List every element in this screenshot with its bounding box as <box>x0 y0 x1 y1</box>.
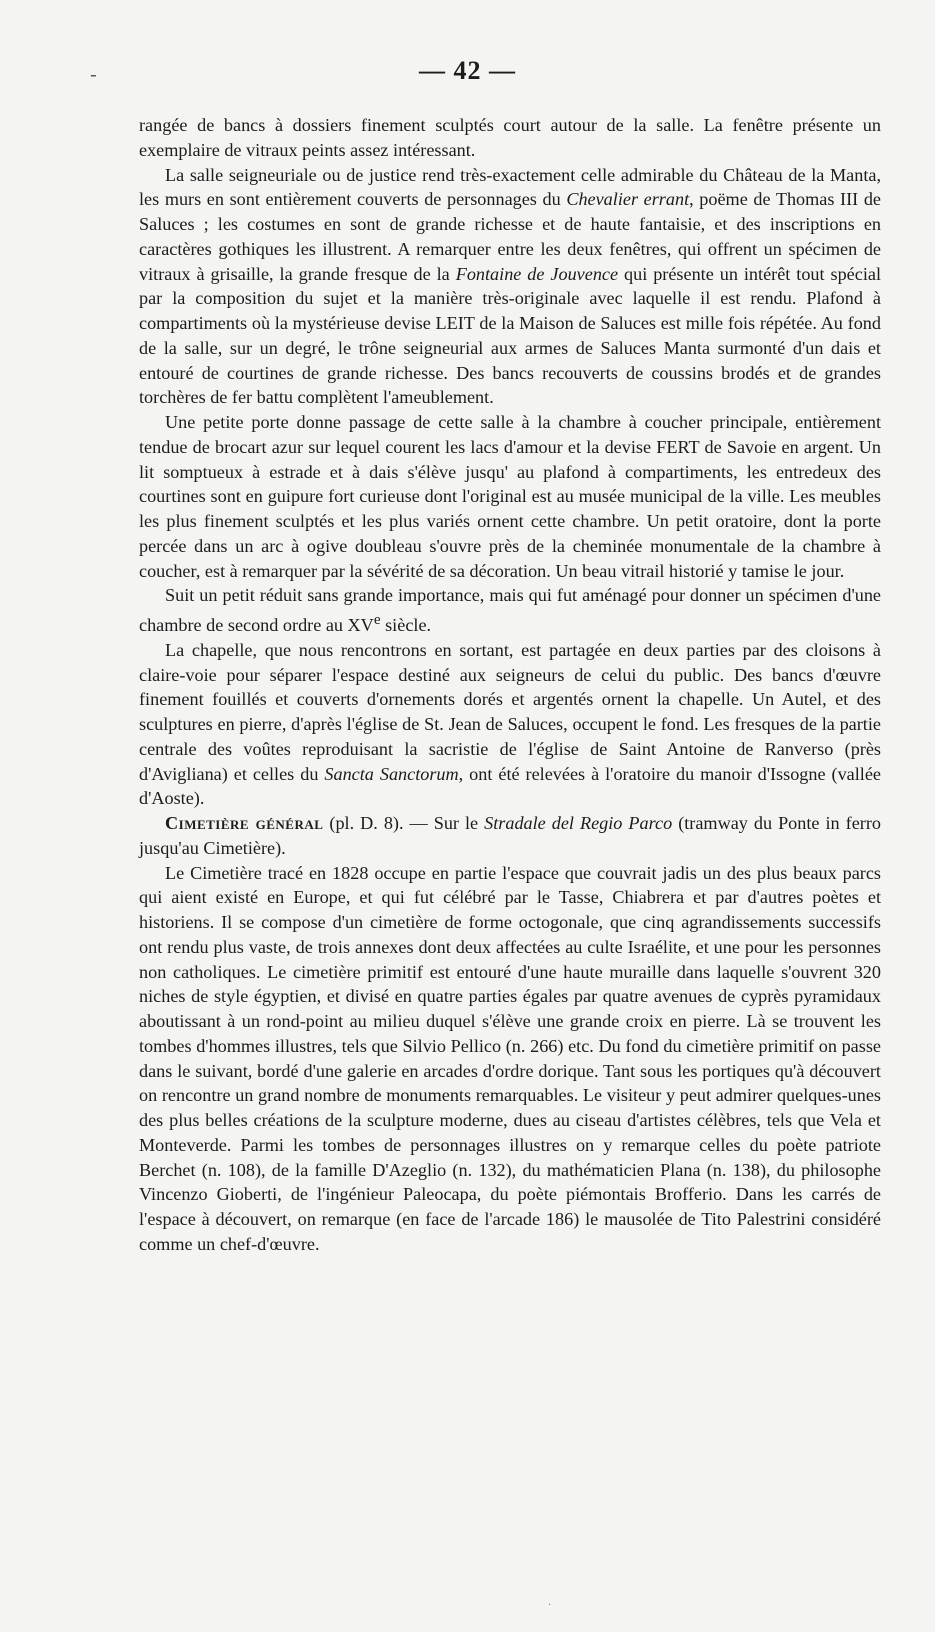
print-speck: . <box>548 1597 552 1608</box>
italic-title: Chevalier errant <box>566 189 690 210</box>
paragraph <box>139 410 881 583</box>
page-number: — 42 — <box>419 56 516 85</box>
text-run: La chapelle, que nous rencontrons en sortant, est partagée en deux parties par des cloisons à claire-voie pour séparer l'espace destiné aux seigneurs de celui du public. Des bancs d'œuvre finement fouillés et couverts d'ornements dorés et argentés ornent la chapelle. Un Autel, et des sculptures en pierre, d'après l'église de St. Jean de Saluces, occupent le fond. Les fresques de la partie centrale des voûtes reproduisant la sacristie de l'église de Saint Antoine de Ranverso (près d'Avigliana) et celles du <box>139 639 881 784</box>
paragraph <box>139 811 881 861</box>
paragraph <box>139 583 881 638</box>
text-run: (tramway du Ponte in ferro jusqu'au Cimetière). <box>139 813 881 858</box>
paragraph <box>139 638 881 811</box>
text-run: Suit un petit réduit sans grande importance, mais qui fut aménagé pour donner un spécimen d'une chambre de second ordre au XV <box>139 585 881 636</box>
paragraph <box>139 861 881 1257</box>
superscript: e <box>373 611 381 628</box>
text-run: siècle. <box>380 615 432 636</box>
text-run: , poëme de Thomas III de Saluces ; les costumes en sont de grande richesse et de haute fantaisie, et des inscriptions en caractères gothiques les illustrent. A remarquer entre les deux fenêtres, qui offrent un spécimen de vitraux à grisaille, la grande fresque de la <box>139 189 881 284</box>
text-run: Le Cimetière tracé en 1828 occupe en partie l'espace que couvrait jadis un des plus beaux parcs qui aient existé en Europe, et qui fut célébré par le Tasse, Chiabrera et par d'autres poètes et historiens. Il se compose d'un cimetière de forme octogonale, que cinq agrandissements successifs ont rendu plus vaste, de trois annexes dont deux affectées au culte Israélite, et une pour les personnes non catholiques. Le cimetière primitif est entouré d'une haute muraille dans laquelle s'ouvrent 320 niches de style égyptien, et divisé en quatre parties égales par quatre avenues de cyprès pyramidaux aboutissant à un rond-point au milieu duquel s'élève une grande croix en pierre. Là se trouvent les tombes d'hommes illustres, tels que Silvio Pellico (n. 266) etc. Du fond du cimetière primitif on passe dans le suivant, bordé d'une galerie en arcades d'ordre dorique. Tant sous les portiques qu'à découvert on rencontre un grand nombre de monuments remarquables. Le visiteur y peut admirer quelques-unes des plus belles créations de la sculpture moderne, dues au ciseau d'artistes célèbres, tels que Vela et Monteverde. Parmi les tombes de personnages illustres on y remarque celles du poète patriote Berchet (n. 108), de la famille D'Azeglio (n. 132), du mathématicien Plana (n. 138), du philosophe Vincenzo Gioberti, de l'ingénieur Paleocapa, du poète piémontais Brofferio. Dans les carrés de l'espace à découvert, on remarque (en face de l'arcade 186) le mausolée de Tito Palestrini considéré comme un chef-d'œuvre. <box>139 862 881 1254</box>
text-run: Une petite porte donne passage de cette salle à la chambre à coucher principale, entièrement tendue de brocart azur sur lequel courent les lacs d'amour et la devise FERT de Savoie en argent. Un lit somptueux à estrade et à dais s'élève jusqu' au plafond à compartiments, les entredeux des courtines sont en guipure fort curieuse dont l'original est au musée municipal de la ville. Les meubles les plus finement sculptés et les plus variés ornent cette chambre. Un petit oratoire, dont la porte percée dans un arc à ogive doubleau s'ouvre près de la cheminée monumentale de la chambre à coucher, est à remarquer par la sévérité de sa décoration. Un beau vitrail historié y tamise le jour. <box>139 412 881 581</box>
italic-title: Sancta Sanctorum <box>324 763 459 784</box>
text-run: La salle seigneuriale ou de justice rend très-exactement celle admirable du Château de la Manta, les murs en sont entièrement couverts de personnages du <box>139 164 881 210</box>
margin-mark: - <box>90 62 97 86</box>
paragraph <box>139 163 881 411</box>
section-heading: Cimetière général <box>165 813 324 834</box>
body-text <box>139 113 881 1257</box>
text-run: rangée de bancs à dossiers finement sculptés court autour de la salle. La fenêtre présente un exemplaire de vitraux peints assez intéressant. <box>139 115 881 160</box>
italic-title: Fontaine de Jouvence <box>455 263 619 284</box>
text-run: (pl. D. 8). — Sur le <box>323 813 485 834</box>
text-run: , ont été relevées à l'oratoire du manoir d'Issogne (vallée d'Aoste). <box>139 763 881 809</box>
paragraph <box>139 113 881 163</box>
text-run: qui présente un intérêt tout spécial par la composition du sujet et la manière très-originale avec laquelle il est rendu. Plafond à compartiments où la mystérieuse devise LEIT de la Maison de Saluces est mille fois répétée. Au fond de la salle, sur un degré, le trône seigneurial aux armes de Saluces Manta surmonté d'un dais et entouré de courtines de grande richesse. Des bancs recouverts de coussins brodés et de grandes torchères de fer battu complètent l'ameublement. <box>139 263 882 408</box>
italic-title: Stradale del Regio Parco <box>484 813 673 834</box>
